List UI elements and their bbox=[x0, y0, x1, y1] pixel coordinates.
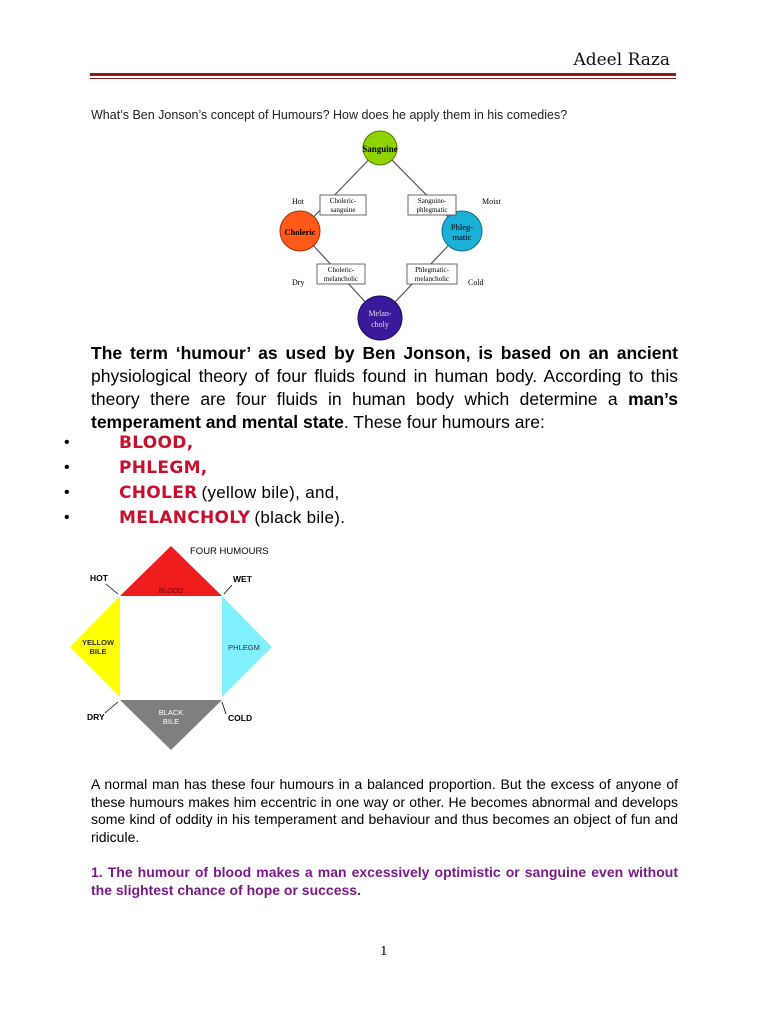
hot-label: Hot bbox=[292, 197, 304, 206]
question-heading: What’s Ben Jonson’s concept of Humours? How does he apply them in his comedies? bbox=[91, 108, 568, 122]
blood-label: BLOOD bbox=[158, 588, 184, 595]
header-author: Adeel Raza bbox=[573, 50, 670, 70]
intro-paragraph bbox=[91, 342, 678, 434]
humour-name: MELANCHOLY bbox=[119, 508, 251, 528]
box-top-left-line2: sanguine bbox=[330, 206, 356, 214]
hot-label: HOT bbox=[90, 573, 108, 583]
box-top-left-line1: Choleric- bbox=[329, 197, 357, 205]
intro-part3: man’s temperament and mental state bbox=[91, 389, 678, 432]
list-item bbox=[64, 505, 664, 530]
dry-label: DRY bbox=[87, 712, 105, 722]
yellow-bile-label-1: YELLOW bbox=[81, 638, 115, 647]
page-number: 1 bbox=[380, 944, 388, 958]
box-top-right-line2: phlegmatic bbox=[416, 206, 448, 214]
phlegmatic-label-2: matic bbox=[452, 232, 472, 242]
four-humours-title: FOUR HUMOURS bbox=[190, 546, 269, 557]
point-1: 1. The humour of blood makes a man excessively optimistic or sanguine even without the slightest chance of hope or success. bbox=[91, 864, 678, 898]
humour-detail: (yellow bile), and, bbox=[201, 483, 340, 502]
yellow-bile-label-2: BILE bbox=[89, 647, 107, 656]
phlegmatic-label-1: Phleg- bbox=[450, 222, 474, 232]
black-bile-label-1: BLACK bbox=[158, 708, 184, 717]
bullet-icon: • bbox=[64, 434, 70, 451]
wet-label: WET bbox=[233, 574, 252, 584]
cold-label: Cold bbox=[468, 278, 484, 287]
humour-name: PHLEGM, bbox=[119, 458, 208, 478]
bullet-icon: • bbox=[64, 509, 70, 526]
sanguine-label: Sanguine bbox=[362, 144, 398, 154]
box-bottom-left-line2: melancholic bbox=[323, 275, 359, 283]
melancholy-label-2: choly bbox=[371, 320, 389, 329]
four-humours-diagram bbox=[60, 540, 300, 756]
melancholy-circle bbox=[358, 296, 402, 340]
intro-part2: physiological theory of four fluids found in human body. According to this theory there are four fluids in human body which determine a bbox=[91, 366, 678, 409]
balance-paragraph: A normal man has these four humours in a balanced proportion. But the excess of anyone of these humours makes him eccentric in one way or other. He becomes abnormal and develops some kind of oddity in his temperament and behaviour and thus becomes an object of fun and ridicule. bbox=[91, 776, 678, 845]
bullet-icon: • bbox=[64, 484, 70, 501]
list-item bbox=[64, 480, 664, 505]
melancholy-label-1: Melan- bbox=[368, 309, 392, 318]
bullet-icon: • bbox=[64, 459, 70, 476]
intro-part4: . These four humours are: bbox=[343, 412, 545, 432]
phlegm-label: PHLEGM bbox=[228, 643, 260, 652]
humour-detail: (black bile). bbox=[254, 508, 346, 527]
list-item bbox=[64, 430, 664, 455]
header-rule-thin bbox=[90, 78, 676, 79]
box-top-right-line1: Sanguine- bbox=[417, 197, 447, 205]
cold-label: COLD bbox=[228, 713, 253, 723]
dry-label: Dry bbox=[292, 278, 305, 287]
humours-circle-diagram bbox=[270, 128, 510, 342]
black-bile-label-2: BILE bbox=[162, 717, 180, 726]
box-bottom-right-line2: melancholic bbox=[414, 275, 450, 283]
humours-list bbox=[64, 430, 664, 530]
humour-name: CHOLER bbox=[119, 483, 198, 503]
list-item bbox=[64, 455, 664, 480]
choleric-label: Choleric bbox=[284, 227, 316, 237]
box-bottom-left-line1: Choleric- bbox=[327, 266, 355, 274]
moist-label: Moist bbox=[482, 197, 501, 206]
box-bottom-right-line1: Phlegmatic- bbox=[415, 266, 449, 274]
header-rule bbox=[90, 73, 676, 76]
humour-name: BLOOD, bbox=[119, 433, 194, 453]
intro-part1: The term ‘humour’ as used by Ben Jonson, is based on an ancient bbox=[91, 343, 678, 363]
